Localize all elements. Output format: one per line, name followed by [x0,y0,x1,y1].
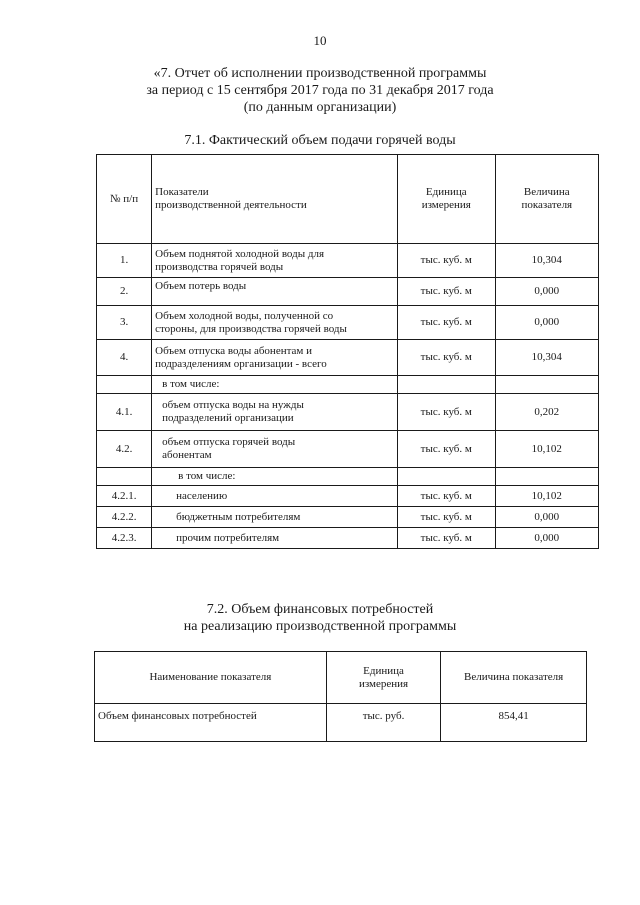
row-indicator [152,340,398,376]
row-indicator: Объем потерь воды [152,278,398,306]
row-num: 4.2.3. [97,528,152,549]
row-indicator: Объем финансовых потребностей [95,704,327,742]
table-row [97,528,599,549]
row-num: 4.2.2. [97,507,152,528]
heading-line: (по данным организации) [243,100,397,115]
row-num: 4.1. [97,394,152,431]
table-row [97,431,599,468]
row-unit: тыс. руб. [326,704,440,742]
row-unit: тыс. куб. м [397,507,495,528]
row-value: 10,304 [495,340,598,376]
table-row [97,244,599,278]
row-num: 4.2. [97,431,152,468]
indicator-text: Объем поднятой холодной воды для [155,247,324,260]
row-unit: тыс. куб. м [397,244,495,278]
indicator-text: абонентам [162,449,212,461]
indicator-text: Объем отпуска воды абонентам и [155,344,313,357]
header-text: Единица [425,186,467,198]
table-row [95,704,587,742]
header-num: № п/п [97,155,152,244]
indicator-text: производства горячей воды [155,260,284,273]
indicator-text: подразделений организации [162,412,294,424]
heading-line: за период с 15 сентября 2017 года по 31 декабря 2017 года [146,83,494,98]
header-text: измерения [358,677,409,690]
row-value: 10,102 [495,486,598,507]
section2-title [0,601,640,635]
row-unit: тыс. куб. м [397,306,495,340]
row-num [97,376,152,394]
row-value: 0,000 [495,306,598,340]
header-text: производственной деятельности [155,199,307,211]
financial-needs-table [94,651,587,742]
header-unit [397,155,495,244]
table-row [97,340,599,376]
table-row [97,468,599,486]
row-indicator: прочим потребителям [152,528,398,549]
row-unit [397,468,495,486]
row-indicator: в том числе: [152,376,398,394]
row-unit: тыс. куб. м [397,486,495,507]
row-num: 3. [97,306,152,340]
row-num: 4. [97,340,152,376]
row-num: 1. [97,244,152,278]
hot-water-volume-table [96,154,599,549]
row-indicator: бюджетным потребителям [152,507,398,528]
row-unit: тыс. куб. м [397,278,495,306]
row-unit: тыс. куб. м [397,431,495,468]
header-indicator-name: Наименование показателя [95,652,327,704]
header-text: измерения [421,199,471,211]
row-indicator: в том числе: [152,468,398,486]
row-num: 2. [97,278,152,306]
indicator-text: Объем холодной воды, полученной со [155,309,334,322]
report-heading [0,65,640,116]
page-number: 10 [313,33,327,48]
header-text: Единица [363,664,404,677]
header-text: Величина [523,186,570,198]
row-value: 10,102 [495,431,598,468]
table-header-row [95,652,587,704]
row-num [97,468,152,486]
header-indicator [152,155,398,244]
section2-title-line: на реализацию производственной программы [183,619,457,634]
header-value [495,155,598,244]
header-text: Показатели [155,186,209,198]
row-value: 0,000 [495,528,598,549]
indicator-text: подразделениям организации - всего [155,357,327,370]
row-value [495,376,598,394]
section2-title-line: 7.2. Объем финансовых потребностей [206,602,434,617]
row-value: 0,000 [495,507,598,528]
row-unit: тыс. куб. м [397,340,495,376]
table-row [97,486,599,507]
row-unit: тыс. куб. м [397,528,495,549]
indicator-text: объем отпуска горячей воды [162,436,296,448]
row-value: 0,202 [495,394,598,431]
table-header-row [97,155,599,244]
row-indicator [152,394,398,431]
row-value [495,468,598,486]
table-row [97,394,599,431]
indicator-text: стороны, для производства горячей воды [155,322,347,335]
heading-line: «7. Отчет об исполнении производственной программы [153,66,487,81]
header-text: показателя [521,199,573,211]
indicator-text: объем отпуска воды на нужды [162,399,304,411]
row-num: 4.2.1. [97,486,152,507]
row-value: 0,000 [495,278,598,306]
table-row [97,507,599,528]
row-unit: тыс. куб. м [397,394,495,431]
row-unit [397,376,495,394]
row-indicator [152,244,398,278]
row-value: 854,41 [441,704,587,742]
row-indicator [152,306,398,340]
row-indicator [152,431,398,468]
header-unit [326,652,440,704]
section1-title: 7.1. Фактический объем подачи горячей воды [184,133,456,148]
table-row [97,306,599,340]
header-value: Величина показателя [441,652,587,704]
table-row [97,376,599,394]
row-indicator: населению [152,486,398,507]
table-row [97,278,599,306]
row-value: 10,304 [495,244,598,278]
